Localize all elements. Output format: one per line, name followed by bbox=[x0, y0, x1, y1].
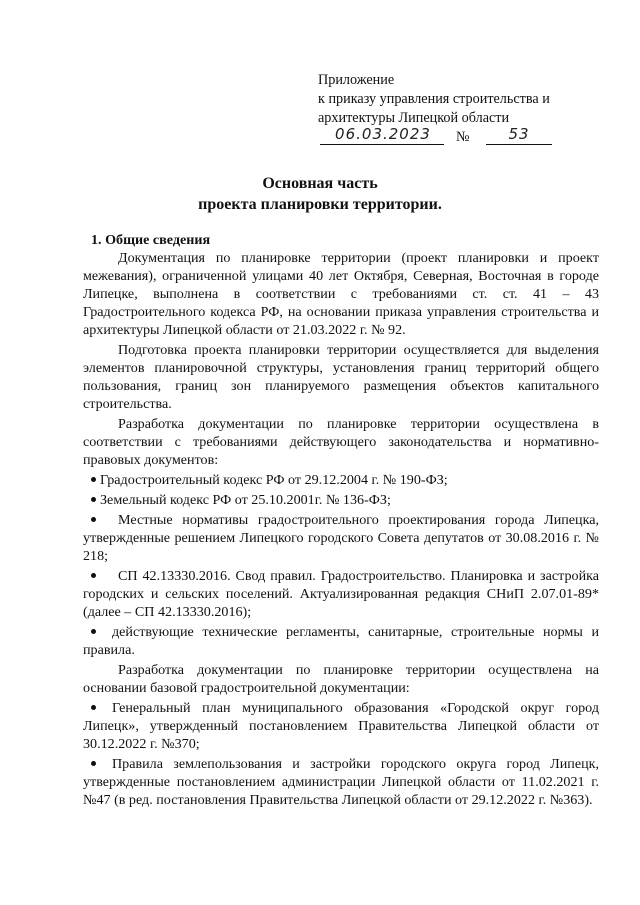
bullet-icon bbox=[91, 497, 96, 502]
list-item: Местные нормативы градостроительного проектирования города Липецка, утвержденные решением Липецкого городского Совета депутатов от 30.08.2016 г. № 218; bbox=[83, 512, 599, 564]
date-underline bbox=[320, 144, 444, 145]
appendix-header bbox=[318, 71, 608, 147]
number-label: № bbox=[456, 129, 470, 145]
order-number-handwritten: 53 bbox=[508, 125, 530, 143]
bullet-icon bbox=[91, 477, 96, 482]
title-line-2: проекта планировки территории. bbox=[198, 196, 442, 213]
paragraph-3: Разработка документации по планировке территории осуществлена в соответствии с требованиями действующего законодательства и нормативно-правовых документов: bbox=[83, 416, 599, 468]
document-body bbox=[83, 231, 599, 809]
bullet-icon bbox=[91, 629, 96, 634]
header-line-2: к приказу управления строительства и bbox=[318, 91, 550, 107]
title-line-1: Основная часть bbox=[262, 175, 378, 192]
paragraph-1: Документация по планировке территории (проект планировки и проект межевания), ограниченной улицами 40 лет Октября, Северная, Восточная в городе Липецке, выполнена в соответствии с требованиями ст. ст. 41 – 43 Градостроительного кодекса РФ, на основании приказа управления строительства и архитектуры Липецкой области от 21.03.2022 г. № 92. bbox=[83, 250, 599, 338]
order-date-number-row bbox=[318, 125, 608, 147]
bullet-icon bbox=[91, 573, 96, 578]
bullet-icon bbox=[91, 517, 96, 522]
list-item: Земельный кодекс РФ от 25.10.2001г. № 136-ФЗ; bbox=[83, 491, 599, 509]
list-item: СП 42.13330.2016. Свод правил. Градостроительство. Планировка и застройка городских и сельских поселений. Актуализированная редакция СНиП 2.07.01-89* (далее – СП 42.13330.2016); bbox=[83, 568, 599, 620]
paragraph-4: Разработка документации по планировке территории осуществлена на основании базовой градостроительной документации: bbox=[83, 662, 599, 696]
header-line-3: архитектуры Липецкой области bbox=[318, 110, 510, 126]
bullet-icon bbox=[91, 705, 96, 710]
list-item: Правила землепользования и застройки городского округа город Липецк, утвержденные постановлением администрации Липецкой области от 11.02.2021 г. №47 (в ред. постановления Правительства Липецкой области от 29.12.2022 г. №363). bbox=[83, 756, 599, 808]
bullet-icon bbox=[91, 761, 96, 766]
paragraph-2: Подготовка проекта планировки территории осуществляется для выделения элементов планировочной структуры, установления границ территорий общего пользования, границ зон планируемого размещения объектов капитального строительства. bbox=[83, 342, 599, 412]
document-title bbox=[0, 173, 640, 215]
list-item: действующие технические регламенты, санитарные, строительные нормы и правила. bbox=[83, 624, 599, 658]
list-item: Градостроительный кодекс РФ от 29.12.2004 г. № 190-ФЗ; bbox=[83, 471, 599, 489]
list-item: Генеральный план муниципального образования «Городской округ город Липецк», утвержденный постановлением Правительства Липецкой области от 30.12.2022 г. №370; bbox=[83, 700, 599, 752]
header-line-1: Приложение bbox=[318, 72, 395, 88]
section-heading: 1. Общие сведения bbox=[91, 232, 211, 248]
number-underline bbox=[486, 144, 552, 145]
order-date-handwritten: 06.03.2023 bbox=[335, 125, 431, 143]
